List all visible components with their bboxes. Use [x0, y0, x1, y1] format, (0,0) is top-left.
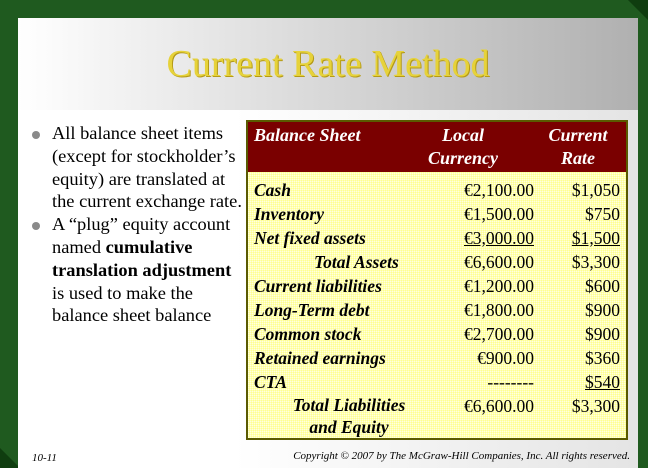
slide-number: 10-11	[32, 452, 57, 464]
table-row	[248, 322, 626, 346]
bullet-text-bold: cumulative translation adjustment	[52, 236, 232, 280]
row-rate: $750	[585, 204, 620, 224]
row-rate: $900	[585, 324, 620, 344]
table-row	[248, 250, 626, 274]
table-header	[248, 122, 626, 172]
row-label: Common stock	[254, 324, 362, 344]
header-local-line2: Currency	[427, 148, 498, 168]
bullet-text: All balance sheet items (except for stockholder’s equity) are translated at the current exchange rate.	[52, 123, 242, 212]
row-label: Cash	[254, 180, 291, 200]
corner-decoration-top-right	[628, 0, 648, 20]
header-current-rate	[533, 124, 623, 170]
bullet-list	[32, 122, 242, 327]
row-label: Net fixed assets	[254, 228, 366, 248]
balance-sheet-table	[246, 120, 628, 440]
copyright-notice: Copyright © 2007 by The McGraw-Hill Companies, Inc. All rights reserved.	[293, 450, 630, 462]
row-label: Retained earnings	[254, 348, 386, 368]
row-label: Total Assets	[314, 252, 399, 272]
row-local: €3,000.00	[464, 228, 534, 248]
row-label: CTA	[254, 372, 288, 392]
bullet-item	[32, 122, 242, 213]
row-local: €2,100.00	[464, 180, 534, 200]
table-row	[248, 226, 626, 250]
slide	[18, 18, 638, 468]
row-rate: $600	[585, 276, 620, 296]
row-rate: $900	[585, 300, 620, 320]
table-row	[248, 346, 626, 370]
row-label: Long-Term debt	[254, 300, 370, 320]
row-local: --------	[487, 372, 534, 392]
header-local-currency	[413, 124, 513, 170]
header-rate-line2: Rate	[561, 148, 595, 168]
total-liabilities-label	[274, 394, 424, 438]
row-rate: $540	[585, 372, 620, 392]
total-label-line2: and Equity	[309, 417, 389, 437]
table-row	[248, 274, 626, 298]
row-rate: $1,500	[571, 228, 620, 248]
row-rate: $3,300	[571, 252, 620, 272]
bullet-item	[32, 213, 242, 327]
header-rate-line1: Current	[548, 125, 608, 145]
row-local: €900.00	[477, 348, 534, 368]
row-local: €1,500.00	[464, 204, 534, 224]
row-local: €6,600.00	[464, 396, 534, 416]
row-rate: $3,300	[571, 396, 620, 416]
bullet-text-pre: A “plug” equity account named	[52, 214, 231, 257]
row-local: €1,200.00	[464, 276, 534, 296]
row-local: €6,600.00	[464, 252, 534, 272]
row-rate: $360	[585, 348, 620, 368]
bullet-dot-icon	[32, 222, 40, 230]
row-local: €2,700.00	[464, 324, 534, 344]
row-label: Current liabilities	[254, 276, 382, 296]
table-row	[248, 202, 626, 226]
bullet-dot-icon	[32, 131, 40, 139]
table-row	[248, 370, 626, 394]
bullet-text-post: is used to make the balance sheet balance	[52, 282, 212, 326]
table-row-total	[248, 394, 626, 438]
slide-title: Current Rate Method	[166, 43, 490, 85]
header-local-line1: Local	[442, 125, 484, 145]
corner-decoration-bottom-left	[0, 448, 20, 468]
table-row	[248, 298, 626, 322]
table-row	[248, 178, 626, 202]
total-label-line1: Total Liabilities	[292, 395, 406, 415]
row-rate: $1,050	[571, 180, 620, 200]
row-local: €1,800.00	[464, 300, 534, 320]
row-label: Inventory	[254, 204, 324, 224]
header-balance-sheet: Balance Sheet	[254, 125, 361, 145]
